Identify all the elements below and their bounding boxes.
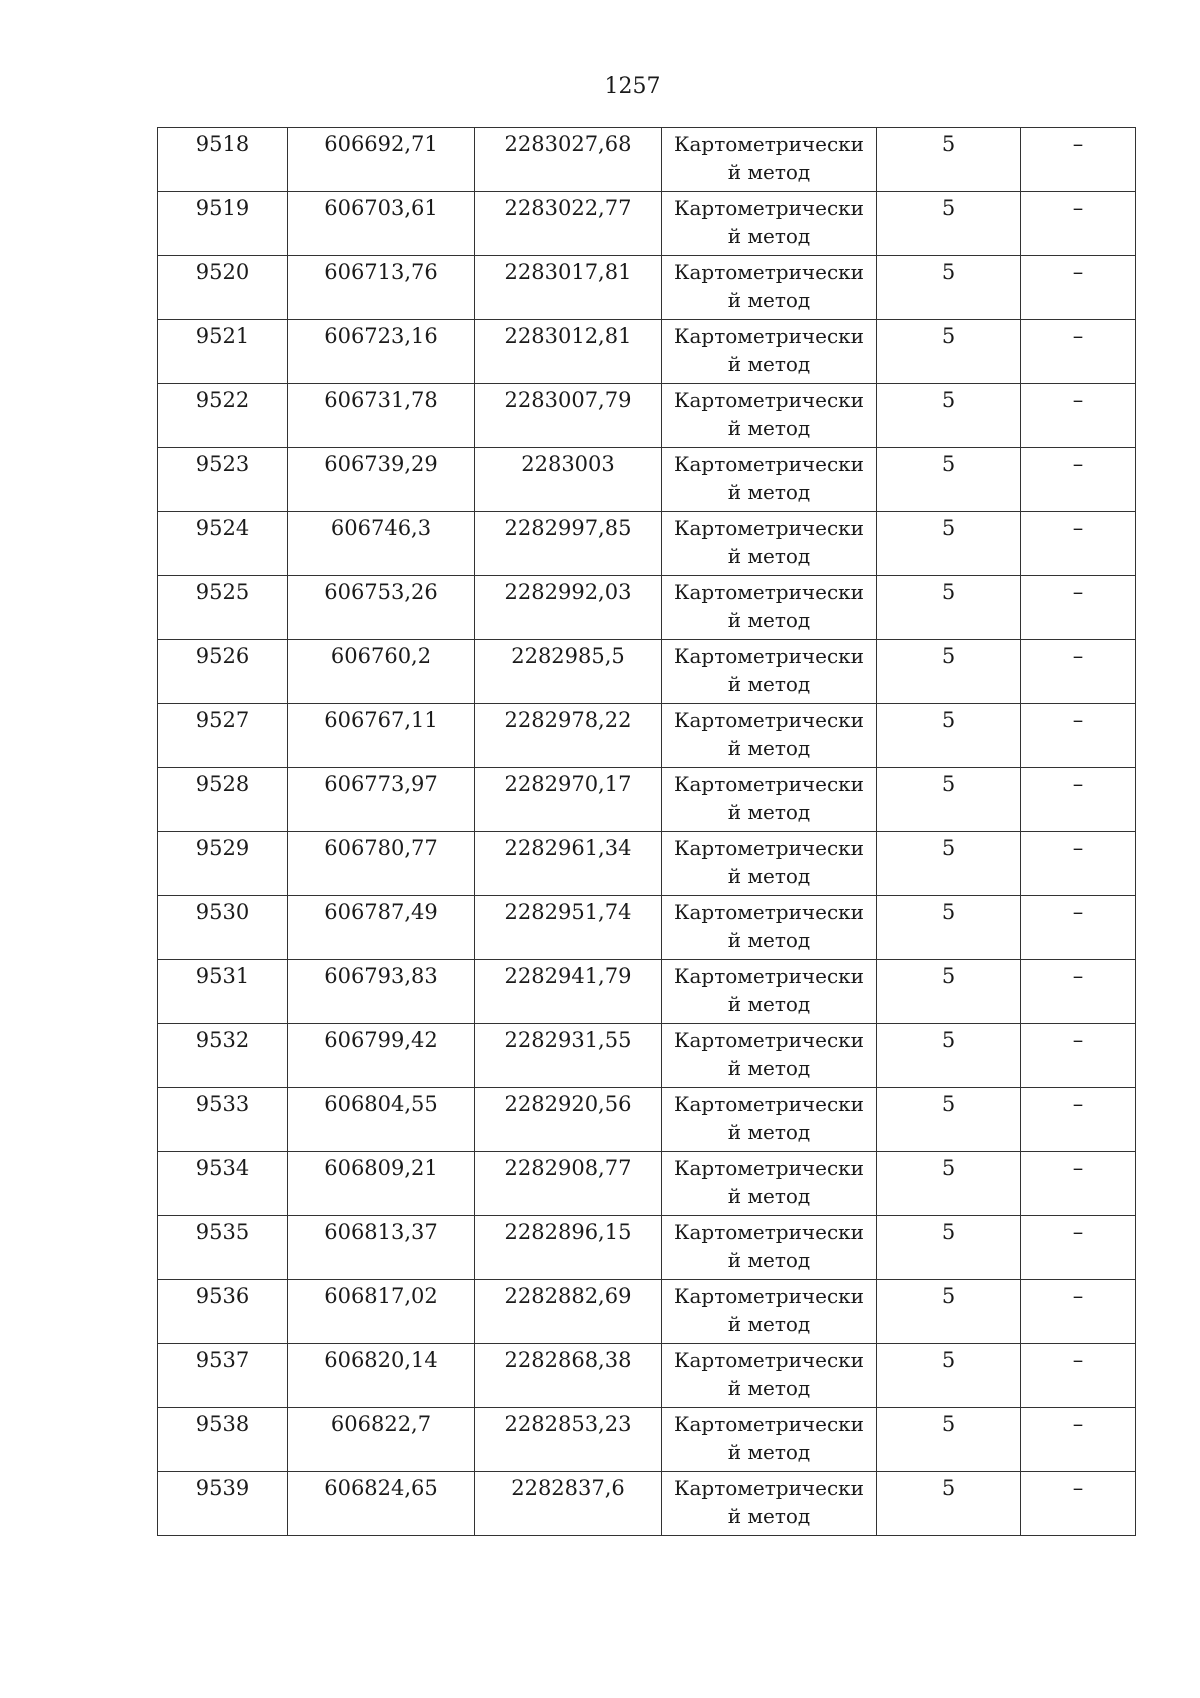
method-cell bbox=[662, 128, 877, 192]
method-line-1: Картометрически bbox=[674, 516, 864, 540]
accuracy-cell: 5 bbox=[877, 1024, 1021, 1088]
note-cell: – bbox=[1021, 832, 1136, 896]
method-line-1: Картометрически bbox=[674, 260, 864, 284]
point-id-cell: 9539 bbox=[158, 1472, 288, 1536]
method-line-1: Картометрически bbox=[674, 1476, 864, 1500]
accuracy-cell: 5 bbox=[877, 1280, 1021, 1344]
method-line-2: й метод bbox=[727, 1312, 811, 1336]
y-coordinate-cell: 2282992,03 bbox=[475, 576, 662, 640]
method-line-2: й метод bbox=[727, 1120, 811, 1144]
x-coordinate-cell: 606760,2 bbox=[288, 640, 475, 704]
note-cell: – bbox=[1021, 320, 1136, 384]
x-coordinate-cell: 606780,77 bbox=[288, 832, 475, 896]
x-coordinate-cell: 606723,16 bbox=[288, 320, 475, 384]
accuracy-cell: 5 bbox=[877, 192, 1021, 256]
method-line-2: й метод bbox=[727, 480, 811, 504]
x-coordinate-cell: 606822,7 bbox=[288, 1408, 475, 1472]
note-cell: – bbox=[1021, 896, 1136, 960]
accuracy-cell: 5 bbox=[877, 832, 1021, 896]
accuracy-cell: 5 bbox=[877, 768, 1021, 832]
method-line-2: й метод bbox=[727, 800, 811, 824]
accuracy-cell: 5 bbox=[877, 1216, 1021, 1280]
x-coordinate-cell: 606739,29 bbox=[288, 448, 475, 512]
y-coordinate-cell: 2283007,79 bbox=[475, 384, 662, 448]
table-row bbox=[158, 448, 1136, 512]
note-cell: – bbox=[1021, 192, 1136, 256]
method-cell bbox=[662, 256, 877, 320]
point-id-cell: 9521 bbox=[158, 320, 288, 384]
method-line-2: й метод bbox=[727, 1504, 811, 1528]
method-line-2: й метод bbox=[727, 1248, 811, 1272]
x-coordinate-cell: 606813,37 bbox=[288, 1216, 475, 1280]
method-cell bbox=[662, 576, 877, 640]
x-coordinate-cell: 606746,3 bbox=[288, 512, 475, 576]
method-line-1: Картометрически bbox=[674, 1092, 864, 1116]
table-row bbox=[158, 512, 1136, 576]
accuracy-cell: 5 bbox=[877, 1088, 1021, 1152]
method-line-1: Картометрически bbox=[674, 1156, 864, 1180]
table-row bbox=[158, 640, 1136, 704]
point-id-cell: 9538 bbox=[158, 1408, 288, 1472]
accuracy-cell: 5 bbox=[877, 576, 1021, 640]
page-number: 1257 bbox=[604, 74, 661, 99]
table-row bbox=[158, 1280, 1136, 1344]
method-line-1: Картометрически bbox=[674, 388, 864, 412]
note-cell: – bbox=[1021, 1280, 1136, 1344]
point-id-cell: 9528 bbox=[158, 768, 288, 832]
point-id-cell: 9529 bbox=[158, 832, 288, 896]
table-row bbox=[158, 1152, 1136, 1216]
note-cell: – bbox=[1021, 384, 1136, 448]
method-cell bbox=[662, 640, 877, 704]
method-cell bbox=[662, 512, 877, 576]
method-line-2: й метод bbox=[727, 160, 811, 184]
note-cell: – bbox=[1021, 576, 1136, 640]
table-row bbox=[158, 1408, 1136, 1472]
method-line-2: й метод bbox=[727, 928, 811, 952]
method-line-1: Картометрически bbox=[674, 964, 864, 988]
x-coordinate-cell: 606804,55 bbox=[288, 1088, 475, 1152]
x-coordinate-cell: 606787,49 bbox=[288, 896, 475, 960]
method-cell bbox=[662, 1408, 877, 1472]
point-id-cell: 9519 bbox=[158, 192, 288, 256]
note-cell: – bbox=[1021, 448, 1136, 512]
x-coordinate-cell: 606793,83 bbox=[288, 960, 475, 1024]
method-line-1: Картометрически bbox=[674, 1028, 864, 1052]
method-line-2: й метод bbox=[727, 672, 811, 696]
y-coordinate-cell: 2283003 bbox=[475, 448, 662, 512]
y-coordinate-cell: 2282908,77 bbox=[475, 1152, 662, 1216]
method-cell bbox=[662, 1216, 877, 1280]
accuracy-cell: 5 bbox=[877, 640, 1021, 704]
x-coordinate-cell: 606820,14 bbox=[288, 1344, 475, 1408]
method-line-1: Картометрически bbox=[674, 1412, 864, 1436]
method-line-1: Картометрически bbox=[674, 836, 864, 860]
method-cell bbox=[662, 896, 877, 960]
method-cell bbox=[662, 960, 877, 1024]
table-row bbox=[158, 1472, 1136, 1536]
y-coordinate-cell: 2282997,85 bbox=[475, 512, 662, 576]
method-line-2: й метод bbox=[727, 416, 811, 440]
accuracy-cell: 5 bbox=[877, 1472, 1021, 1536]
y-coordinate-cell: 2282896,15 bbox=[475, 1216, 662, 1280]
point-id-cell: 9536 bbox=[158, 1280, 288, 1344]
note-cell: – bbox=[1021, 512, 1136, 576]
accuracy-cell: 5 bbox=[877, 1408, 1021, 1472]
table-row bbox=[158, 576, 1136, 640]
y-coordinate-cell: 2282961,34 bbox=[475, 832, 662, 896]
point-id-cell: 9525 bbox=[158, 576, 288, 640]
y-coordinate-cell: 2282853,23 bbox=[475, 1408, 662, 1472]
method-line-2: й метод bbox=[727, 736, 811, 760]
y-coordinate-cell: 2282951,74 bbox=[475, 896, 662, 960]
note-cell: – bbox=[1021, 1152, 1136, 1216]
method-cell bbox=[662, 1024, 877, 1088]
y-coordinate-cell: 2282978,22 bbox=[475, 704, 662, 768]
table-row bbox=[158, 1088, 1136, 1152]
x-coordinate-cell: 606817,02 bbox=[288, 1280, 475, 1344]
table-row bbox=[158, 832, 1136, 896]
y-coordinate-cell: 2282931,55 bbox=[475, 1024, 662, 1088]
method-line-1: Картометрически bbox=[674, 196, 864, 220]
accuracy-cell: 5 bbox=[877, 320, 1021, 384]
table-row bbox=[158, 320, 1136, 384]
method-line-1: Картометрически bbox=[674, 324, 864, 348]
accuracy-cell: 5 bbox=[877, 960, 1021, 1024]
method-line-2: й метод bbox=[727, 608, 811, 632]
x-coordinate-cell: 606773,97 bbox=[288, 768, 475, 832]
method-line-1: Картометрически bbox=[674, 644, 864, 668]
method-cell bbox=[662, 320, 877, 384]
method-cell bbox=[662, 1280, 877, 1344]
y-coordinate-cell: 2283022,77 bbox=[475, 192, 662, 256]
point-id-cell: 9535 bbox=[158, 1216, 288, 1280]
method-line-1: Картометрически bbox=[674, 132, 864, 156]
coordinates-table bbox=[157, 127, 1136, 1536]
x-coordinate-cell: 606703,61 bbox=[288, 192, 475, 256]
method-line-2: й метод bbox=[727, 544, 811, 568]
point-id-cell: 9522 bbox=[158, 384, 288, 448]
accuracy-cell: 5 bbox=[877, 1344, 1021, 1408]
x-coordinate-cell: 606809,21 bbox=[288, 1152, 475, 1216]
accuracy-cell: 5 bbox=[877, 384, 1021, 448]
table-row bbox=[158, 1216, 1136, 1280]
point-id-cell: 9523 bbox=[158, 448, 288, 512]
coordinates-table-body bbox=[158, 128, 1136, 1536]
point-id-cell: 9537 bbox=[158, 1344, 288, 1408]
y-coordinate-cell: 2283027,68 bbox=[475, 128, 662, 192]
point-id-cell: 9530 bbox=[158, 896, 288, 960]
method-cell bbox=[662, 1472, 877, 1536]
method-cell bbox=[662, 192, 877, 256]
point-id-cell: 9524 bbox=[158, 512, 288, 576]
method-cell bbox=[662, 384, 877, 448]
method-cell bbox=[662, 448, 877, 512]
note-cell: – bbox=[1021, 1088, 1136, 1152]
point-id-cell: 9518 bbox=[158, 128, 288, 192]
x-coordinate-cell: 606753,26 bbox=[288, 576, 475, 640]
point-id-cell: 9532 bbox=[158, 1024, 288, 1088]
method-cell bbox=[662, 832, 877, 896]
point-id-cell: 9520 bbox=[158, 256, 288, 320]
note-cell: – bbox=[1021, 640, 1136, 704]
method-line-2: й метод bbox=[727, 352, 811, 376]
method-line-1: Картометрически bbox=[674, 900, 864, 924]
note-cell: – bbox=[1021, 704, 1136, 768]
table-row bbox=[158, 1344, 1136, 1408]
point-id-cell: 9526 bbox=[158, 640, 288, 704]
accuracy-cell: 5 bbox=[877, 512, 1021, 576]
note-cell: – bbox=[1021, 256, 1136, 320]
x-coordinate-cell: 606767,11 bbox=[288, 704, 475, 768]
accuracy-cell: 5 bbox=[877, 128, 1021, 192]
note-cell: – bbox=[1021, 960, 1136, 1024]
accuracy-cell: 5 bbox=[877, 1152, 1021, 1216]
method-line-2: й метод bbox=[727, 224, 811, 248]
table-row bbox=[158, 384, 1136, 448]
method-line-2: й метод bbox=[727, 1440, 811, 1464]
table-row bbox=[158, 256, 1136, 320]
method-line-2: й метод bbox=[727, 1184, 811, 1208]
point-id-cell: 9533 bbox=[158, 1088, 288, 1152]
method-line-2: й метод bbox=[727, 864, 811, 888]
method-cell bbox=[662, 1152, 877, 1216]
y-coordinate-cell: 2283017,81 bbox=[475, 256, 662, 320]
method-line-1: Картометрически bbox=[674, 580, 864, 604]
y-coordinate-cell: 2283012,81 bbox=[475, 320, 662, 384]
table-row bbox=[158, 960, 1136, 1024]
point-id-cell: 9531 bbox=[158, 960, 288, 1024]
table-row bbox=[158, 704, 1136, 768]
accuracy-cell: 5 bbox=[877, 256, 1021, 320]
table-row bbox=[158, 896, 1136, 960]
method-line-1: Картометрически bbox=[674, 708, 864, 732]
method-line-2: й метод bbox=[727, 992, 811, 1016]
method-line-1: Картометрически bbox=[674, 772, 864, 796]
y-coordinate-cell: 2282868,38 bbox=[475, 1344, 662, 1408]
method-cell bbox=[662, 704, 877, 768]
accuracy-cell: 5 bbox=[877, 448, 1021, 512]
y-coordinate-cell: 2282985,5 bbox=[475, 640, 662, 704]
note-cell: – bbox=[1021, 1472, 1136, 1536]
accuracy-cell: 5 bbox=[877, 704, 1021, 768]
point-id-cell: 9534 bbox=[158, 1152, 288, 1216]
y-coordinate-cell: 2282970,17 bbox=[475, 768, 662, 832]
x-coordinate-cell: 606692,71 bbox=[288, 128, 475, 192]
method-line-1: Картометрически bbox=[674, 1284, 864, 1308]
method-line-1: Картометрически bbox=[674, 1220, 864, 1244]
y-coordinate-cell: 2282882,69 bbox=[475, 1280, 662, 1344]
table-row bbox=[158, 1024, 1136, 1088]
x-coordinate-cell: 606731,78 bbox=[288, 384, 475, 448]
table-row bbox=[158, 192, 1136, 256]
method-cell bbox=[662, 1088, 877, 1152]
note-cell: – bbox=[1021, 768, 1136, 832]
method-line-2: й метод bbox=[727, 288, 811, 312]
method-line-2: й метод bbox=[727, 1056, 811, 1080]
method-cell bbox=[662, 768, 877, 832]
table-row bbox=[158, 128, 1136, 192]
note-cell: – bbox=[1021, 1024, 1136, 1088]
method-line-1: Картометрически bbox=[674, 452, 864, 476]
note-cell: – bbox=[1021, 128, 1136, 192]
y-coordinate-cell: 2282941,79 bbox=[475, 960, 662, 1024]
x-coordinate-cell: 606713,76 bbox=[288, 256, 475, 320]
y-coordinate-cell: 2282920,56 bbox=[475, 1088, 662, 1152]
y-coordinate-cell: 2282837,6 bbox=[475, 1472, 662, 1536]
method-line-2: й метод bbox=[727, 1376, 811, 1400]
x-coordinate-cell: 606799,42 bbox=[288, 1024, 475, 1088]
method-line-1: Картометрически bbox=[674, 1348, 864, 1372]
x-coordinate-cell: 606824,65 bbox=[288, 1472, 475, 1536]
note-cell: – bbox=[1021, 1408, 1136, 1472]
method-cell bbox=[662, 1344, 877, 1408]
table-row bbox=[158, 768, 1136, 832]
note-cell: – bbox=[1021, 1344, 1136, 1408]
note-cell: – bbox=[1021, 1216, 1136, 1280]
point-id-cell: 9527 bbox=[158, 704, 288, 768]
accuracy-cell: 5 bbox=[877, 896, 1021, 960]
